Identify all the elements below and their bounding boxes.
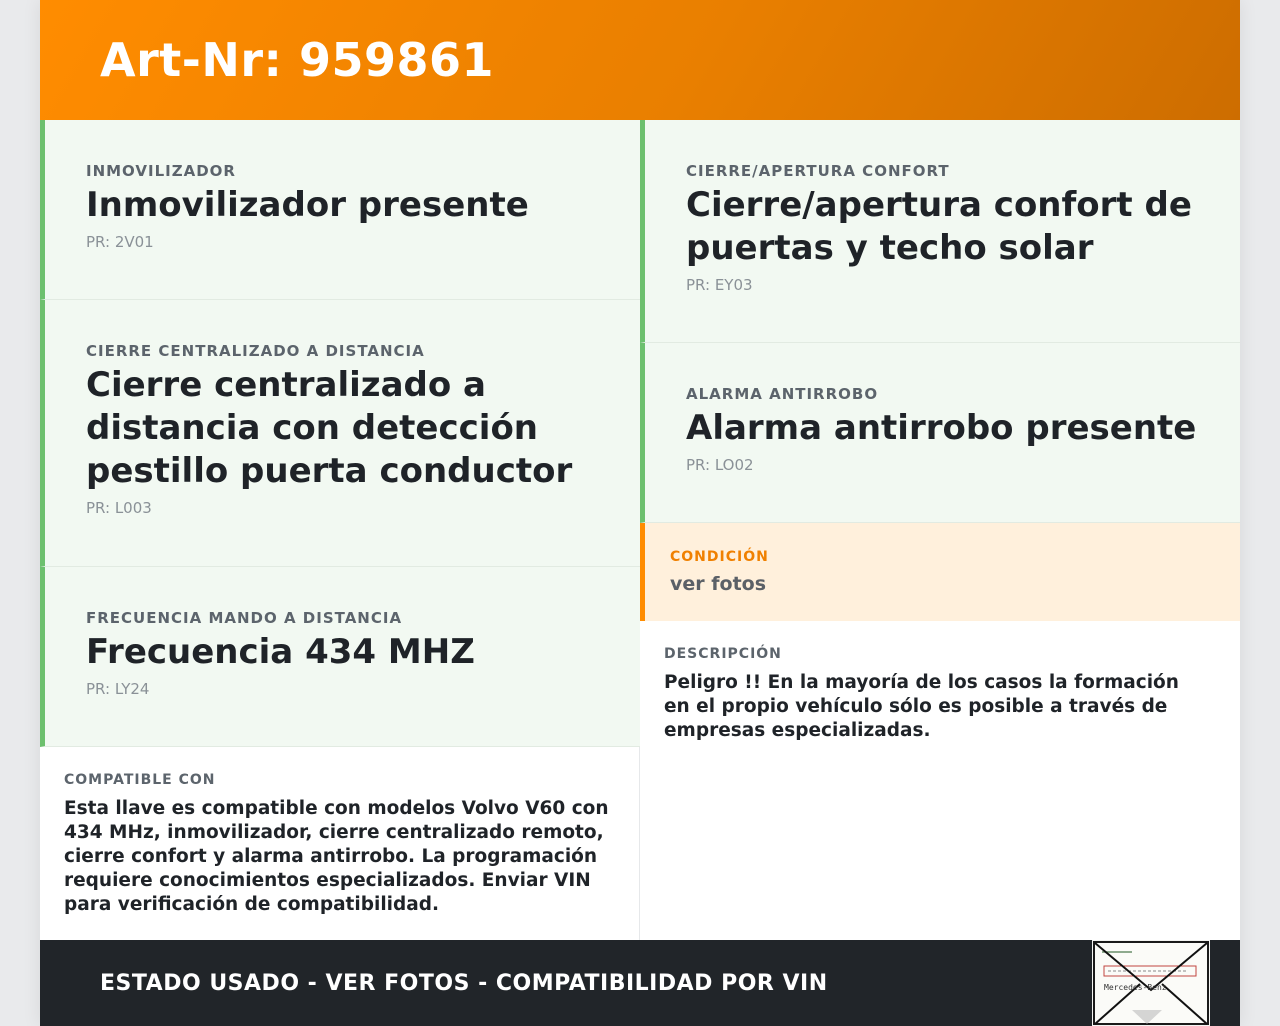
description-section (640, 646, 1240, 743)
condition-label: CONDICIÓN (670, 549, 769, 565)
feature-label: CIERRE/APERTURA CONFORT (686, 162, 950, 180)
condition-value: ver fotos (670, 573, 767, 595)
feature-pr-code: PR: EY03 (686, 276, 753, 294)
footer-bar (40, 940, 1240, 1026)
left-column (40, 120, 640, 940)
feature-label: INMOVILIZADOR (86, 162, 236, 180)
header (40, 0, 1240, 120)
feature-card-immobilizer (40, 120, 640, 300)
compatible-label: COMPATIBLE CON (64, 772, 216, 788)
feature-label: FRECUENCIA MANDO A DISTANCIA (86, 609, 403, 627)
feature-card-alarm (640, 343, 1240, 523)
footer-text: ESTADO USADO - VER FOTOS - COMPATIBILIDAD POR VIN (100, 970, 828, 996)
feature-title: Cierre/apertura confort de puertas y techo solar (686, 185, 1192, 268)
feature-pr-code: PR: LO02 (686, 456, 754, 474)
page (40, 0, 1240, 1026)
description-label: DESCRIPCIÓN (664, 646, 782, 662)
feature-title: Inmovilizador presente (86, 185, 529, 225)
feature-card-remote-frequency (40, 567, 640, 747)
compatible-text: Esta llave es compatible con modelos Volvo V60 con 434 MHz, inmovilizador, cierre centralizado remoto, cierre confort y alarma antirrobo. La programación requiere conocimientos especializados. Enviar VIN para verificación de compatibilidad. (64, 798, 609, 915)
feature-card-central-locking (40, 300, 640, 567)
feature-grid (40, 120, 1240, 940)
compatible-section (40, 772, 640, 917)
feature-label: CIERRE CENTRALIZADO A DISTANCIA (86, 342, 425, 360)
feature-pr-code: PR: LY24 (86, 680, 150, 698)
feature-title: Frecuencia 434 MHZ (86, 632, 475, 672)
feature-card-comfort-locking (640, 120, 1240, 343)
feature-title: Cierre centralizado a distancia con detección pestillo puerta conductor (86, 365, 573, 491)
envelope-stamp-icon (1092, 940, 1210, 1026)
feature-pr-code: PR: L003 (86, 499, 152, 517)
feature-title: Alarma antirrobo presente (686, 408, 1197, 448)
feature-pr-code: PR: 2V01 (86, 233, 154, 251)
condition-box (640, 523, 1240, 621)
description-text: Peligro !! En la mayoría de los casos la formación en el propio vehículo sólo es posible a través de empresas especializadas. (664, 672, 1179, 741)
stamp-text: Mercedes-Benz (1104, 983, 1167, 992)
right-column (640, 120, 1240, 940)
page-title: Art-Nr: 959861 (100, 33, 495, 87)
feature-label: ALARMA ANTIRROBO (686, 385, 879, 403)
